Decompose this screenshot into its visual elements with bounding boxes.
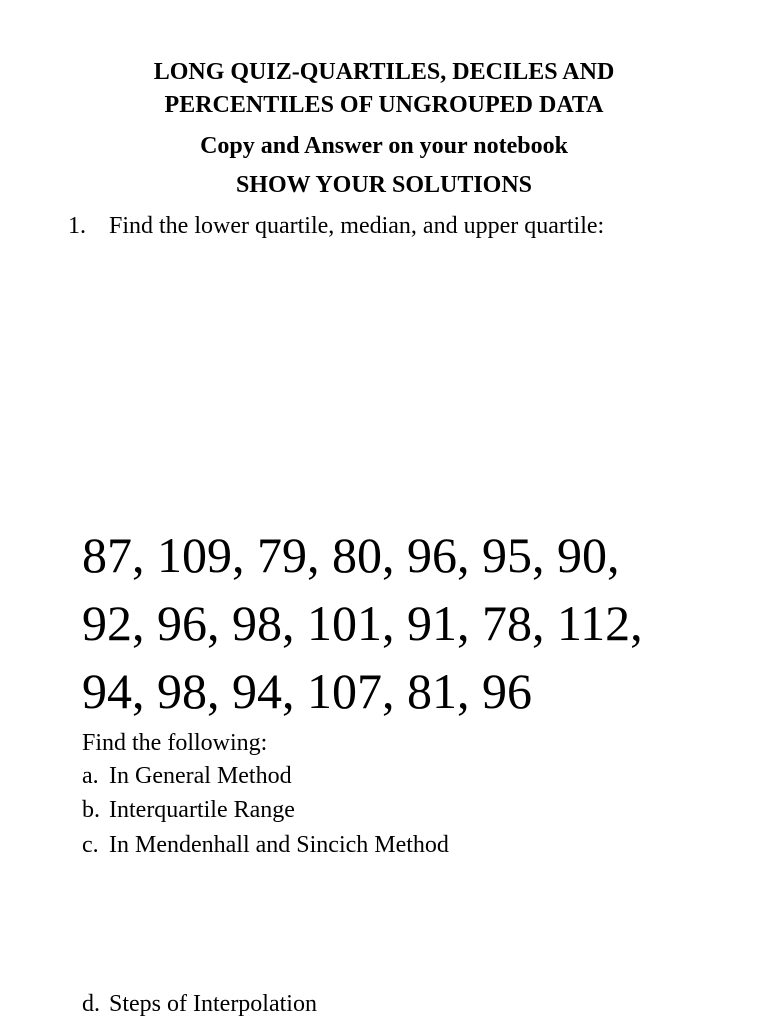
question-text: Find the lower quartile, median, and upper quartile: (109, 213, 605, 239)
notebook-instruction: Copy and Answer on your notebook (200, 133, 568, 159)
task-text: Steps of Interpolation (109, 991, 317, 1017)
question-number: 1. (68, 213, 86, 239)
task-item-d (82, 988, 317, 1020)
quiz-title-line-2: PERCENTILES OF UNGROUPED DATA (164, 92, 604, 118)
tasks-heading: Find the following: (82, 730, 268, 756)
show-solutions-instruction: SHOW YOUR SOLUTIONS (235, 172, 533, 198)
task-letter: d. (82, 991, 100, 1017)
task-item-b (82, 794, 295, 826)
task-letter: c. (82, 832, 99, 858)
task-text: Interquartile Range (109, 797, 295, 823)
task-letter: a. (82, 763, 99, 789)
quiz-title-line-1: LONG QUIZ-QUARTILES, DECILES AND (153, 59, 615, 85)
data-line-1: 87, 109, 79, 80, 96, 95, 90, (82, 527, 620, 583)
question-1 (68, 210, 604, 242)
data-line-3: 94, 98, 94, 107, 81, 96 (82, 663, 532, 719)
task-text: In Mendenhall and Sincich Method (109, 832, 449, 858)
task-letter: b. (82, 797, 100, 823)
task-item-a (82, 760, 292, 792)
task-text: In General Method (109, 763, 292, 789)
data-line-2: 92, 96, 98, 101, 91, 78, 112, (82, 595, 643, 651)
task-item-c (82, 829, 449, 861)
